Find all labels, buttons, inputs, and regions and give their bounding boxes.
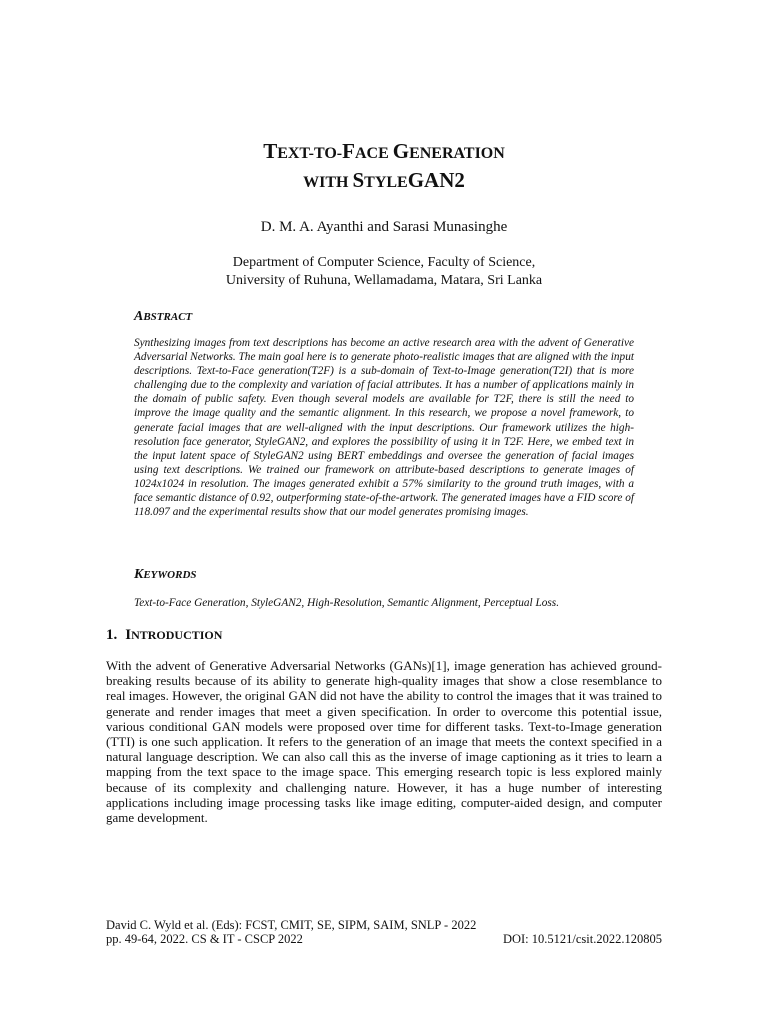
affiliation-line-1: Department of Computer Science, Faculty of Science, [232,255,536,270]
title-line-1: TEXT-TO-FACE GENERATION [263,139,505,163]
title-line-2: WITH STYLEGAN2 [303,168,465,192]
keywords-heading: KEYWORDS [134,567,197,582]
paper-title [0,138,768,196]
footer-doi: DOI: 10.5121/csit.2022.120805 [502,932,662,946]
keywords-text: Text-to-Face Generation, StyleGAN2, High-Resolution, Semantic Alignment, Perceptual Loss. [134,597,560,609]
footer-row [106,932,662,946]
affiliation-line-2: University of Ruhuna, Wellamadama, Matara, Sri Lanka [225,273,543,288]
introduction-text: With the advent of Generative Adversarial Networks (GANs)[1], image generation has achieved ground-breaking results because of its ability to generate high-quality images that show a close resemblance to real images. However, the original GAN did not have the ability to control the images that it was trained to generate and render images that meet a given specification. In order to overcome this potential issue, various conditional GAN models were proposed over time for different tasks. Text-to-Image generation (TTI) is one such application. It refers to the generation of an image that meets the context specified in a natural language description. We can also call this as the inverse of image captioning as it tries to learn a mapping from the text space to the image space. This emerging research topic is less explored mainly because of its complexity and challenging nature. However, it has a huge number of interesting applications including image processing tasks like image editing, computer-aided design, and computer game development. [106,658,662,826]
abstract-heading: ABSTRACT [134,309,193,324]
abstract-text: Synthesizing images from text descriptions has become an active research area with the advent of Generative Adversarial Networks. The main goal here is to generate photo-realistic images that are aligned with the input descriptions. Text-to-Face generation(T2F) is a sub-domain of Text-to-Image generation(T2I) that is more challenging due to the complexity and variation of facial attributes. It has a number of applications mainly in the domain of public safety. Even though several models are available for T2F, there is still the need to improve the image quality and the semantic alignment. In this research, we propose a novel framework, to generate facial images that are well-aligned with the input descriptions. Our framework utilizes the high-resolution face generator, StyleGAN2, and explores the possibility of using it in T2F. Here, we embed text in the input latent space of StyleGAN2 using BERT embeddings and oversee the generation of facial images using text descriptions. We trained our framework on attribute-based descriptions to generate images of 1024x1024 in resolution. The images generated exhibit a 57% similarity to the ground truth images, with a face semantic distance of 0.92, outperforming state-of-the-artwork. The generated images have a FID score of 118.097 and the experimental results show that our model generates promising images. [134,337,634,519]
authors: D. M. A. Ayanthi and Sarasi Munasinghe [260,219,508,235]
section-number: 1. [106,627,118,643]
page-footer [106,918,662,946]
footer-pages: pp. 49-64, 2022. CS & IT - CSCP 2022 [106,932,303,946]
affiliation [0,254,768,290]
footer-editors: David C. Wyld et al. (Eds): FCST, CMIT, SE, SIPM, SAIM, SNLP - 2022 [106,918,477,932]
introduction-heading: 1. INTRODUCTION [106,627,223,643]
